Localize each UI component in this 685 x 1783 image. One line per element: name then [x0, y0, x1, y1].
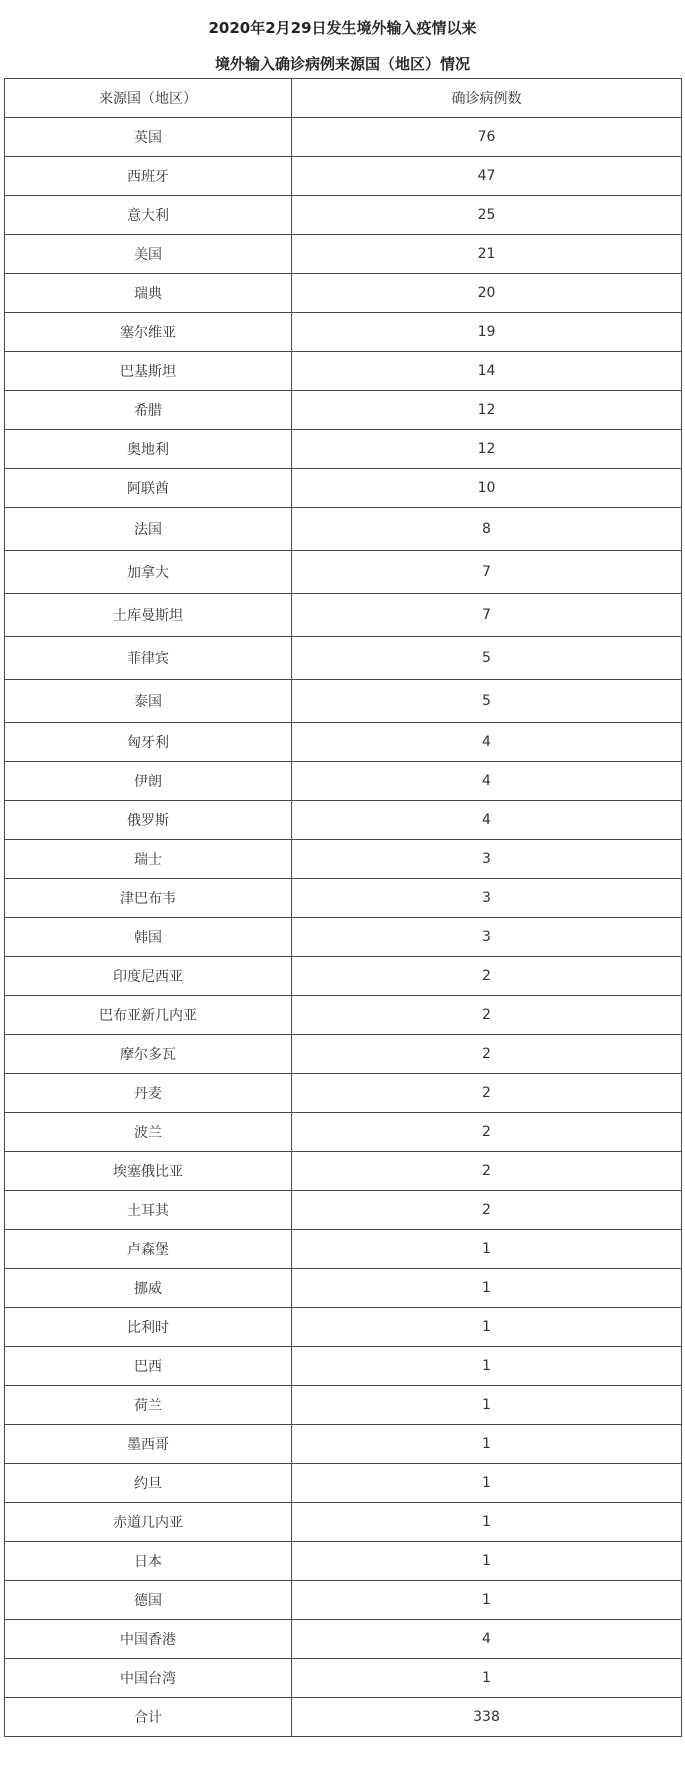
table-row: [5, 430, 682, 469]
country-cell: 俄罗斯: [5, 801, 292, 840]
table-row: [5, 313, 682, 352]
table-row: [5, 508, 682, 551]
country-cell: 法国: [5, 508, 292, 551]
country-cell: 奥地利: [5, 430, 292, 469]
count-cell: 10: [292, 469, 682, 508]
country-cell: 伊朗: [5, 762, 292, 801]
count-cell: 3: [292, 840, 682, 879]
table-total-row: [5, 1698, 682, 1737]
count-cell: 1: [292, 1230, 682, 1269]
table-row: [5, 1659, 682, 1698]
count-cell: 1: [292, 1503, 682, 1542]
total-count: 338: [292, 1698, 682, 1737]
count-cell: 1: [292, 1581, 682, 1620]
country-cell: 卢森堡: [5, 1230, 292, 1269]
table-row: [5, 594, 682, 637]
table-row: [5, 1152, 682, 1191]
count-cell: 4: [292, 801, 682, 840]
country-cell: 菲律宾: [5, 637, 292, 680]
header-count: 确诊病例数: [292, 79, 682, 118]
count-cell: 2: [292, 1152, 682, 1191]
table-row: [5, 918, 682, 957]
count-cell: 1: [292, 1542, 682, 1581]
count-cell: 2: [292, 1191, 682, 1230]
count-cell: 2: [292, 1035, 682, 1074]
table-row: [5, 637, 682, 680]
table-row: [5, 1074, 682, 1113]
imported-cases-table: [4, 78, 682, 1737]
table-row: [5, 840, 682, 879]
count-cell: 21: [292, 235, 682, 274]
table-body: [5, 118, 682, 1737]
country-cell: 津巴布韦: [5, 879, 292, 918]
country-cell: 希腊: [5, 391, 292, 430]
table-row: [5, 235, 682, 274]
count-cell: 1: [292, 1269, 682, 1308]
count-cell: 5: [292, 680, 682, 723]
count-cell: 7: [292, 551, 682, 594]
count-cell: 8: [292, 508, 682, 551]
table-row: [5, 391, 682, 430]
country-cell: 阿联酋: [5, 469, 292, 508]
count-cell: 2: [292, 996, 682, 1035]
table-row: [5, 551, 682, 594]
table-row: [5, 1035, 682, 1074]
table-row: [5, 1308, 682, 1347]
country-cell: 德国: [5, 1581, 292, 1620]
country-cell: 埃塞俄比亚: [5, 1152, 292, 1191]
table-row: [5, 157, 682, 196]
country-cell: 摩尔多瓦: [5, 1035, 292, 1074]
table-row: [5, 1191, 682, 1230]
table-row: [5, 1386, 682, 1425]
table-row: [5, 1269, 682, 1308]
country-cell: 土库曼斯坦: [5, 594, 292, 637]
country-cell: 加拿大: [5, 551, 292, 594]
country-cell: 波兰: [5, 1113, 292, 1152]
count-cell: 1: [292, 1464, 682, 1503]
country-cell: 泰国: [5, 680, 292, 723]
country-cell: 中国台湾: [5, 1659, 292, 1698]
table-row: [5, 1347, 682, 1386]
title-line-2: 境外输入确诊病例来源国（地区）情况: [214, 55, 470, 73]
country-cell: 约旦: [5, 1464, 292, 1503]
count-cell: 47: [292, 157, 682, 196]
country-cell: 印度尼西亚: [5, 957, 292, 996]
country-cell: 塞尔维亚: [5, 313, 292, 352]
country-cell: 巴基斯坦: [5, 352, 292, 391]
count-cell: 1: [292, 1425, 682, 1464]
country-cell: 荷兰: [5, 1386, 292, 1425]
title-line-1: 2020年2月29日发生境外输入疫情以来: [208, 19, 477, 37]
header-country: 来源国（地区）: [5, 79, 292, 118]
table-row: [5, 1113, 682, 1152]
table-row: [5, 680, 682, 723]
table-header-row: [5, 79, 682, 118]
table-row: [5, 196, 682, 235]
count-cell: 1: [292, 1659, 682, 1698]
total-label: 合计: [5, 1698, 292, 1737]
table-row: [5, 957, 682, 996]
country-cell: 挪威: [5, 1269, 292, 1308]
country-cell: 赤道几内亚: [5, 1503, 292, 1542]
count-cell: 3: [292, 879, 682, 918]
table-row: [5, 118, 682, 157]
table-row: [5, 1230, 682, 1269]
count-cell: 14: [292, 352, 682, 391]
count-cell: 2: [292, 1113, 682, 1152]
country-cell: 巴西: [5, 1347, 292, 1386]
country-cell: 瑞典: [5, 274, 292, 313]
table-row: [5, 723, 682, 762]
table-row: [5, 1542, 682, 1581]
count-cell: 1: [292, 1347, 682, 1386]
country-cell: 瑞士: [5, 840, 292, 879]
count-cell: 5: [292, 637, 682, 680]
table-row: [5, 1425, 682, 1464]
count-cell: 20: [292, 274, 682, 313]
country-cell: 匈牙利: [5, 723, 292, 762]
count-cell: 76: [292, 118, 682, 157]
country-cell: 丹麦: [5, 1074, 292, 1113]
table-row: [5, 1581, 682, 1620]
table-row: [5, 352, 682, 391]
count-cell: 12: [292, 430, 682, 469]
count-cell: 4: [292, 723, 682, 762]
country-cell: 意大利: [5, 196, 292, 235]
table-row: [5, 469, 682, 508]
table-row: [5, 879, 682, 918]
table-row: [5, 996, 682, 1035]
table-row: [5, 274, 682, 313]
country-cell: 英国: [5, 118, 292, 157]
country-cell: 巴布亚新几内亚: [5, 996, 292, 1035]
count-cell: 4: [292, 762, 682, 801]
table-row: [5, 762, 682, 801]
count-cell: 12: [292, 391, 682, 430]
count-cell: 7: [292, 594, 682, 637]
table-row: [5, 1464, 682, 1503]
country-cell: 美国: [5, 235, 292, 274]
count-cell: 1: [292, 1308, 682, 1347]
country-cell: 墨西哥: [5, 1425, 292, 1464]
count-cell: 4: [292, 1620, 682, 1659]
country-cell: 韩国: [5, 918, 292, 957]
country-cell: 土耳其: [5, 1191, 292, 1230]
count-cell: 2: [292, 957, 682, 996]
table-row: [5, 1620, 682, 1659]
country-cell: 西班牙: [5, 157, 292, 196]
table-row: [5, 1503, 682, 1542]
count-cell: 1: [292, 1386, 682, 1425]
table-row: [5, 801, 682, 840]
count-cell: 3: [292, 918, 682, 957]
count-cell: 2: [292, 1074, 682, 1113]
country-cell: 比利时: [5, 1308, 292, 1347]
count-cell: 19: [292, 313, 682, 352]
country-cell: 中国香港: [5, 1620, 292, 1659]
country-cell: 日本: [5, 1542, 292, 1581]
count-cell: 25: [292, 196, 682, 235]
